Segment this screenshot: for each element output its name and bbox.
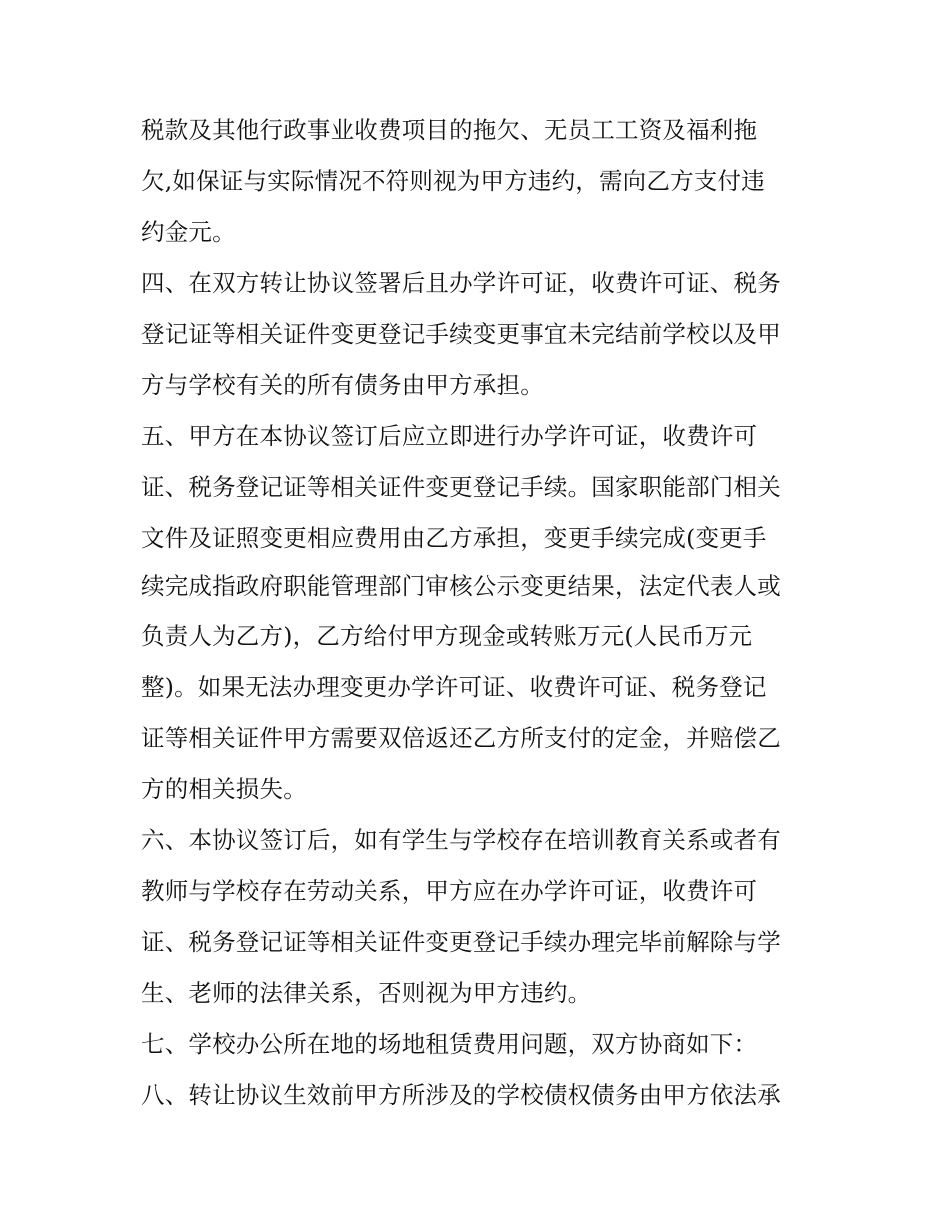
text-line: 六、本协议签订后，如有学生与学校存在培训教育关系或者有	[141, 826, 781, 854]
text-line: 负责人为乙方)，乙方给付甲方现金或转账万元(人民币万元	[141, 622, 753, 650]
text-line: 整)。如果无法办理变更办学许可证、收费许可证、税务登记	[141, 673, 767, 701]
text-line: 四、在双方转让协议签署后且办学许可证，收费许可证、税务	[141, 269, 781, 297]
text-line: 税款及其他行政事业收费项目的拖欠、无员工工资及福利拖	[141, 116, 758, 144]
text-line: 欠,如保证与实际情况不符则视为甲方违约，需向乙方支付违	[141, 167, 765, 195]
text-line: 登记证等相关证件变更登记手续变更事宜未完结前学校以及甲	[141, 320, 781, 348]
text-line: 证、税务登记证等相关证件变更登记手续。国家职能部门相关	[141, 473, 781, 501]
text-line: 方的相关损失。	[141, 775, 307, 803]
text-line: 五、甲方在本协议签订后应立即进行办学许可证，收费许可	[141, 422, 758, 450]
text-line: 证、税务登记证等相关证件变更登记手续办理完毕前解除与学	[141, 928, 781, 956]
text-line: 约金元。	[141, 218, 236, 246]
text-line: 续完成指政府职能管理部门审核公示变更结果，法定代表人或	[141, 572, 781, 600]
text-line: 证等相关证件甲方需要双倍返还乙方所支付的定金，并赔偿乙	[141, 724, 781, 752]
text-line: 文件及证照变更相应费用由乙方承担，变更手续完成(变更手	[141, 524, 767, 552]
text-line: 八、转让协议生效前甲方所涉及的学校债权债务由甲方依法承	[141, 1081, 781, 1109]
text-line: 教师与学校存在劳动关系，甲方应在办学许可证，收费许可	[141, 877, 758, 905]
text-line: 方与学校有关的所有债务由甲方承担。	[141, 371, 544, 399]
text-line: 七、学校办公所在地的场地租赁费用问题，双方协商如下：	[141, 1030, 758, 1058]
text-line: 生、老师的法律关系，否则视为甲方违约。	[141, 979, 592, 1007]
